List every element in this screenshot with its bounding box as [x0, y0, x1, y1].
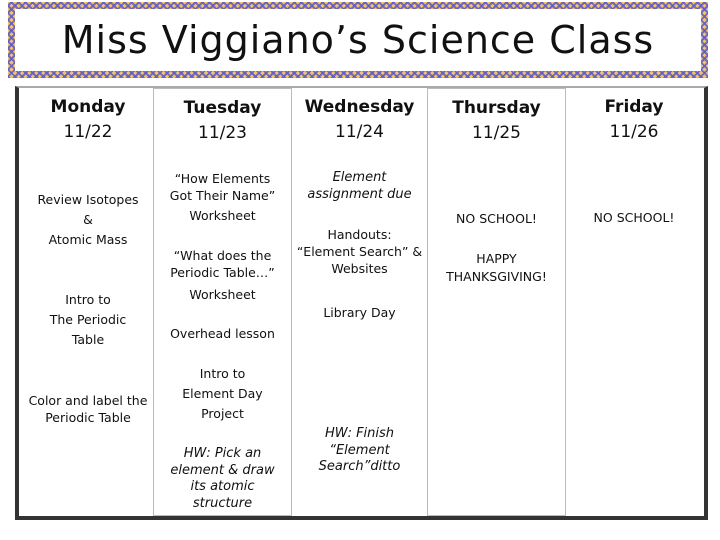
- entry-no-school-thursday: NO SCHOOL!: [456, 211, 537, 226]
- entry-color-label: Color and label the Periodic Table: [28, 393, 148, 425]
- column-monday: [19, 88, 157, 516]
- entry-review-isotopes: Review Isotopes & Atomic Mass: [37, 192, 139, 247]
- day-date: 11/25: [472, 123, 521, 143]
- column-thursday: [427, 88, 566, 516]
- column-wednesday: [290, 88, 429, 516]
- day-date: 11/23: [198, 123, 247, 143]
- entry-happy-thanksgiving: HAPPY THANKSGIVING!: [446, 251, 547, 284]
- day-header-tuesday: [154, 97, 291, 147]
- entry-overhead-lesson: Overhead lesson: [170, 326, 275, 341]
- day-date: 11/26: [609, 122, 659, 142]
- entry-no-school-friday: NO SCHOOL!: [593, 210, 675, 225]
- day-name: Thursday: [452, 98, 541, 118]
- day-date: 11/22: [63, 122, 113, 142]
- entry-homework-wednesday: HW: Finish “Element Search”ditto: [318, 426, 401, 474]
- column-tuesday: [153, 88, 292, 516]
- day-name: Tuesday: [183, 98, 262, 118]
- weekly-schedule: [15, 86, 708, 520]
- title-box: [15, 9, 701, 71]
- entry-handouts: Handouts: “Element Search” & Websites: [296, 227, 423, 276]
- day-date: 11/24: [335, 122, 384, 142]
- entry-worksheet-2: Worksheet: [189, 287, 256, 302]
- day-header-thursday: [428, 97, 565, 147]
- entry-library-day: Library Day: [323, 305, 396, 320]
- entry-intro-periodic-table: Intro to The Periodic Table: [49, 292, 127, 347]
- entry-element-assignment: Element assignment due: [307, 170, 412, 202]
- day-header-wednesday: [290, 96, 429, 146]
- day-header-friday: [564, 96, 704, 146]
- entry-how-elements: “How Elements Got Their Name”: [169, 171, 276, 203]
- entry-what-does: “What does the Periodic Table…”: [170, 248, 275, 280]
- entry-worksheet-1: Worksheet: [189, 208, 256, 223]
- column-friday: [564, 88, 704, 516]
- day-name: Wednesday: [304, 97, 415, 117]
- entry-element-day-project: Intro to Element Day Project: [182, 366, 263, 421]
- day-header-monday: [19, 96, 157, 146]
- title-banner: [8, 2, 708, 78]
- day-name: Monday: [50, 97, 126, 117]
- page-title: Miss Viggiano’s Science Class: [61, 18, 655, 62]
- entry-homework-tuesday: HW: Pick an element & draw its atomic structure: [170, 446, 275, 511]
- day-name: Friday: [604, 97, 664, 117]
